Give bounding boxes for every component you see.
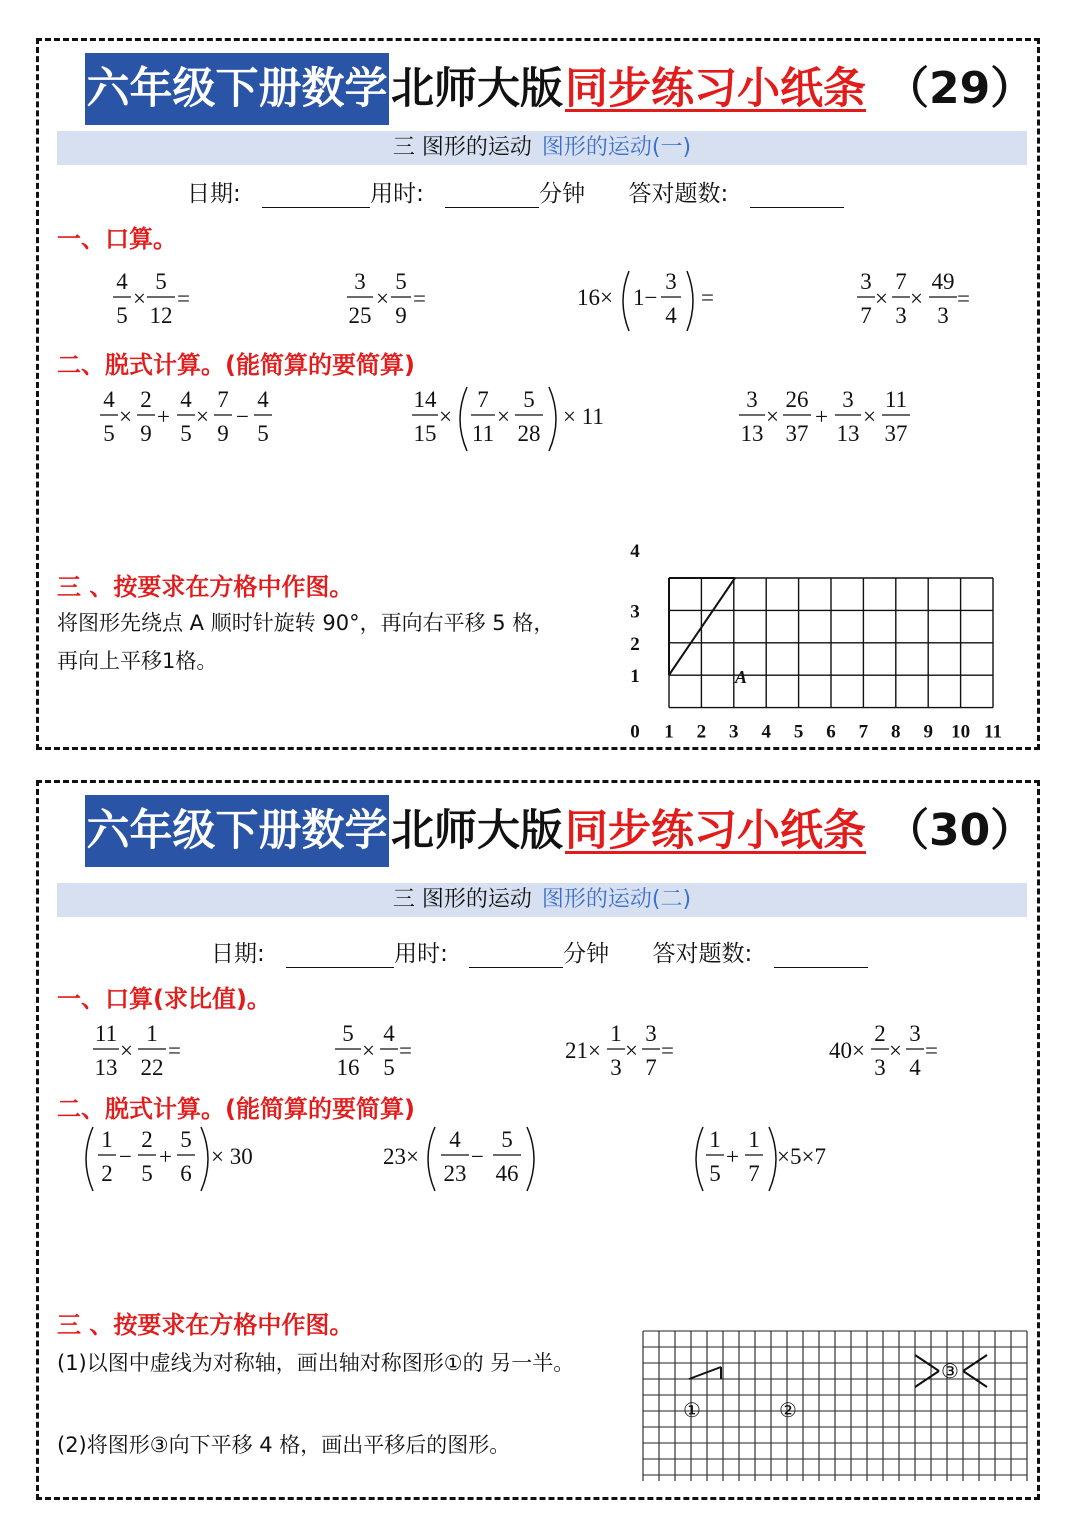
y-tick-label: 4 xyxy=(630,541,640,562)
point-a-label: A xyxy=(735,667,748,687)
svg-text:5: 5 xyxy=(501,1127,513,1152)
svg-text:4: 4 xyxy=(103,387,115,412)
svg-text:×: × xyxy=(119,404,132,429)
svg-text:×: × xyxy=(875,286,888,311)
coordinate-grid xyxy=(630,541,1039,743)
svg-text:3: 3 xyxy=(909,1021,921,1046)
svg-text:14: 14 xyxy=(413,387,437,412)
stepwise-problem-1 xyxy=(81,1121,281,1197)
svg-text:+: + xyxy=(726,1144,739,1169)
meta-row xyxy=(187,175,844,208)
svg-text:46: 46 xyxy=(495,1161,519,1186)
section-stepwise: 二、脱式计算。(能简算的要简算) xyxy=(57,351,415,379)
svg-text:3: 3 xyxy=(937,303,949,328)
svg-text:26: 26 xyxy=(785,387,809,412)
svg-text:9: 9 xyxy=(140,421,152,446)
svg-text:−: − xyxy=(471,1144,484,1169)
x-tick-label: 5 xyxy=(793,721,804,743)
svg-text:11: 11 xyxy=(94,1021,118,1046)
x-tick-label: 2 xyxy=(696,721,707,743)
svg-text:7: 7 xyxy=(645,1055,657,1080)
x-tick-label: 7 xyxy=(858,721,869,743)
stepwise-problem-3 xyxy=(691,1121,891,1197)
stepwise-problem-2 xyxy=(383,1121,563,1197)
x-tick-label: 4 xyxy=(761,721,771,743)
svg-text:3: 3 xyxy=(895,303,907,328)
minutes-label: 分钟 xyxy=(539,181,586,207)
svg-text:× 11: × 11 xyxy=(563,404,604,429)
stepwise-problem-1 xyxy=(95,387,315,451)
y-axis-ticks xyxy=(630,541,640,687)
y-tick-label: 1 xyxy=(630,666,640,688)
drawing-task-line1: (1)以图中虚线为对称轴，画出轴对称图形①的 另一半。 xyxy=(57,1351,575,1375)
svg-text:=: = xyxy=(661,1038,674,1063)
svg-text:×: × xyxy=(120,1038,133,1063)
svg-text:3: 3 xyxy=(746,387,758,412)
date-label: 日期: xyxy=(187,181,241,207)
shape-3-label: ③ xyxy=(941,1361,959,1383)
svg-text:7: 7 xyxy=(895,269,907,294)
svg-text:37: 37 xyxy=(884,421,908,446)
svg-text:2: 2 xyxy=(140,387,152,412)
svg-text:1: 1 xyxy=(101,1127,113,1152)
time-blank[interactable] xyxy=(445,183,539,208)
shape-1-segment xyxy=(689,1367,721,1379)
svg-text:1: 1 xyxy=(748,1127,760,1152)
minutes-label: 分钟 xyxy=(563,941,610,967)
svg-text:5: 5 xyxy=(709,1161,721,1186)
drawing-task-line2: 再向上平移1格。 xyxy=(57,649,218,673)
date-blank[interactable] xyxy=(286,943,394,968)
symmetry-grid xyxy=(643,1331,1027,1491)
svg-text:1: 1 xyxy=(709,1127,721,1152)
y-tick-label: 2 xyxy=(630,633,640,655)
svg-text:11: 11 xyxy=(884,387,908,412)
svg-text:9: 9 xyxy=(217,421,229,446)
svg-text:=: = xyxy=(168,1038,181,1063)
svg-text:=: = xyxy=(177,286,190,311)
svg-text:15: 15 xyxy=(413,421,437,446)
oral-problem-1 xyxy=(109,269,209,333)
svg-text:4: 4 xyxy=(116,269,128,294)
svg-text:3: 3 xyxy=(874,1055,886,1080)
oral-problem-4 xyxy=(829,1021,959,1085)
svg-text:5: 5 xyxy=(141,1161,153,1186)
worksheet-29 xyxy=(36,38,1040,750)
svg-text:7: 7 xyxy=(748,1161,760,1186)
svg-text:=: = xyxy=(701,285,714,310)
title-practice: 同步练习小纸条 xyxy=(565,64,866,114)
oral-problem-1 xyxy=(89,1021,199,1085)
lesson-label: 图形的运动(一) xyxy=(541,135,692,160)
correct-label: 答对题数: xyxy=(652,941,753,967)
svg-text:=: = xyxy=(957,286,970,311)
oral-problem-2 xyxy=(331,1021,441,1085)
section-stepwise: 二、脱式计算。(能简算的要简算) xyxy=(57,1095,415,1123)
svg-text:23×: 23× xyxy=(383,1144,419,1169)
x-tick-label: 11 xyxy=(984,721,1002,743)
svg-text:×: × xyxy=(133,286,146,311)
svg-text:5: 5 xyxy=(383,1055,395,1080)
svg-text:11: 11 xyxy=(471,421,495,446)
svg-text:4: 4 xyxy=(449,1127,461,1152)
meta-row xyxy=(211,935,868,968)
title-number: （29） xyxy=(885,63,1035,114)
svg-text:+: + xyxy=(815,404,828,429)
svg-text:37: 37 xyxy=(785,421,809,446)
svg-text:5: 5 xyxy=(523,387,535,412)
svg-text:×: × xyxy=(889,1038,902,1063)
correct-blank[interactable] xyxy=(774,943,868,968)
svg-text:5: 5 xyxy=(342,1021,354,1046)
x-tick-label: 8 xyxy=(891,721,901,743)
oral-problem-4 xyxy=(855,269,995,333)
date-label: 日期: xyxy=(211,941,265,967)
svg-text:4: 4 xyxy=(257,387,269,412)
svg-text:1: 1 xyxy=(610,1021,622,1046)
svg-text:13: 13 xyxy=(94,1055,118,1080)
worksheet-30 xyxy=(36,780,1040,1500)
svg-text:×: × xyxy=(439,404,452,429)
title-grade: 六年级下册数学 xyxy=(85,795,389,867)
grid-lines xyxy=(669,578,993,708)
x-axis-ticks xyxy=(630,722,1002,743)
svg-text:2: 2 xyxy=(101,1161,113,1186)
svg-text:5: 5 xyxy=(257,421,269,446)
oral-problem-2 xyxy=(343,269,443,333)
svg-text:×: × xyxy=(376,286,389,311)
y-tick-label: 3 xyxy=(630,601,640,623)
section-oral: 一、口算。 xyxy=(57,225,177,253)
svg-text:3: 3 xyxy=(645,1021,657,1046)
correct-label: 答对题数: xyxy=(628,181,729,207)
svg-text:2: 2 xyxy=(141,1127,153,1152)
svg-text:×: × xyxy=(362,1038,375,1063)
svg-text:4: 4 xyxy=(180,387,192,412)
svg-text:7: 7 xyxy=(477,387,489,412)
time-blank[interactable] xyxy=(469,943,563,968)
svg-text:1−: 1− xyxy=(633,285,658,310)
svg-text:23: 23 xyxy=(443,1161,467,1186)
svg-text:6: 6 xyxy=(180,1161,192,1186)
svg-text:=: = xyxy=(925,1038,938,1063)
chapter-band xyxy=(57,131,1027,165)
oral-problem-3 xyxy=(565,1021,695,1085)
svg-text:−: − xyxy=(236,404,249,429)
drawing-task-line2: (2)将图形③向下平移 4 格，画出平移后的图形。 xyxy=(57,1433,511,1457)
title-practice: 同步练习小纸条 xyxy=(565,806,866,856)
svg-text:×5×7: ×5×7 xyxy=(777,1144,826,1169)
title-edition: 北师大版 xyxy=(391,806,563,856)
section-drawing: 三 、按要求在方格中作图。 xyxy=(57,573,354,601)
svg-text:3: 3 xyxy=(665,269,677,294)
svg-text:×: × xyxy=(196,404,209,429)
section-oral: 一、口算(求比值)。 xyxy=(57,985,271,1013)
svg-text:+: + xyxy=(159,1144,172,1169)
svg-text:16×: 16× xyxy=(577,285,613,310)
x-tick-label: 10 xyxy=(951,721,971,743)
chapter-label: 三 图形的运动 xyxy=(392,887,532,912)
svg-text:40×: 40× xyxy=(829,1038,865,1063)
x-tick-label: 3 xyxy=(729,721,739,743)
x-tick-label: 6 xyxy=(826,721,836,743)
svg-text:4: 4 xyxy=(909,1055,921,1080)
svg-text:×: × xyxy=(625,1038,638,1063)
svg-text:×: × xyxy=(863,404,876,429)
svg-text:4: 4 xyxy=(665,303,677,328)
title-grade: 六年级下册数学 xyxy=(85,53,389,125)
svg-text:3: 3 xyxy=(842,387,854,412)
correct-blank[interactable] xyxy=(750,183,844,208)
svg-text:25: 25 xyxy=(348,303,372,328)
x-tick-label: 1 xyxy=(664,721,674,743)
svg-text:21×: 21× xyxy=(565,1038,601,1063)
svg-text:−: − xyxy=(119,1144,132,1169)
svg-text:7: 7 xyxy=(860,303,872,328)
svg-text:5: 5 xyxy=(155,269,167,294)
svg-text:9: 9 xyxy=(395,303,407,328)
svg-text:5: 5 xyxy=(180,1127,192,1152)
drawing-task-line1: 将图形先绕点 A 顺时针旋转 90°，再向右平移 5 格， xyxy=(57,611,555,635)
svg-text:5: 5 xyxy=(395,269,407,294)
section-drawing: 三 、按要求在方格中作图。 xyxy=(57,1311,354,1339)
title-edition: 北师大版 xyxy=(391,64,563,114)
svg-text:4: 4 xyxy=(383,1021,395,1046)
chapter-label: 三 图形的运动 xyxy=(392,135,532,160)
svg-text:13: 13 xyxy=(836,421,860,446)
lesson-label: 图形的运动(二) xyxy=(541,887,692,912)
svg-text:1: 1 xyxy=(146,1021,158,1046)
shape-2-label: ② xyxy=(779,1400,797,1422)
svg-text:5: 5 xyxy=(180,421,192,446)
svg-text:5: 5 xyxy=(103,421,115,446)
date-blank[interactable] xyxy=(262,183,370,208)
svg-text:12: 12 xyxy=(149,303,173,328)
shape-1-label: ① xyxy=(683,1400,701,1422)
svg-text:22: 22 xyxy=(140,1055,164,1080)
svg-text:3: 3 xyxy=(860,269,872,294)
svg-text:7: 7 xyxy=(217,387,229,412)
svg-text:5: 5 xyxy=(116,303,128,328)
stepwise-problem-2 xyxy=(409,381,649,457)
oral-problem-3 xyxy=(577,263,717,339)
stepwise-problem-3 xyxy=(735,387,955,451)
svg-text:+: + xyxy=(157,404,170,429)
svg-text:×: × xyxy=(910,286,923,311)
x-tick-label: 0 xyxy=(630,721,640,743)
svg-text:16: 16 xyxy=(336,1055,360,1080)
time-label: 用时: xyxy=(394,941,448,967)
svg-text:3: 3 xyxy=(610,1055,622,1080)
time-label: 用时: xyxy=(370,181,424,207)
svg-text:× 30: × 30 xyxy=(211,1144,253,1169)
svg-text:49: 49 xyxy=(931,269,955,294)
chapter-band xyxy=(57,883,1027,917)
title-number: （30） xyxy=(885,805,1035,856)
svg-text:28: 28 xyxy=(517,421,541,446)
svg-text:=: = xyxy=(413,286,426,311)
svg-text:×: × xyxy=(497,404,510,429)
x-tick-label: 9 xyxy=(923,721,933,743)
svg-text:2: 2 xyxy=(874,1021,886,1046)
svg-text:13: 13 xyxy=(740,421,764,446)
svg-text:3: 3 xyxy=(354,269,366,294)
svg-text:×: × xyxy=(766,404,779,429)
svg-text:=: = xyxy=(399,1038,412,1063)
